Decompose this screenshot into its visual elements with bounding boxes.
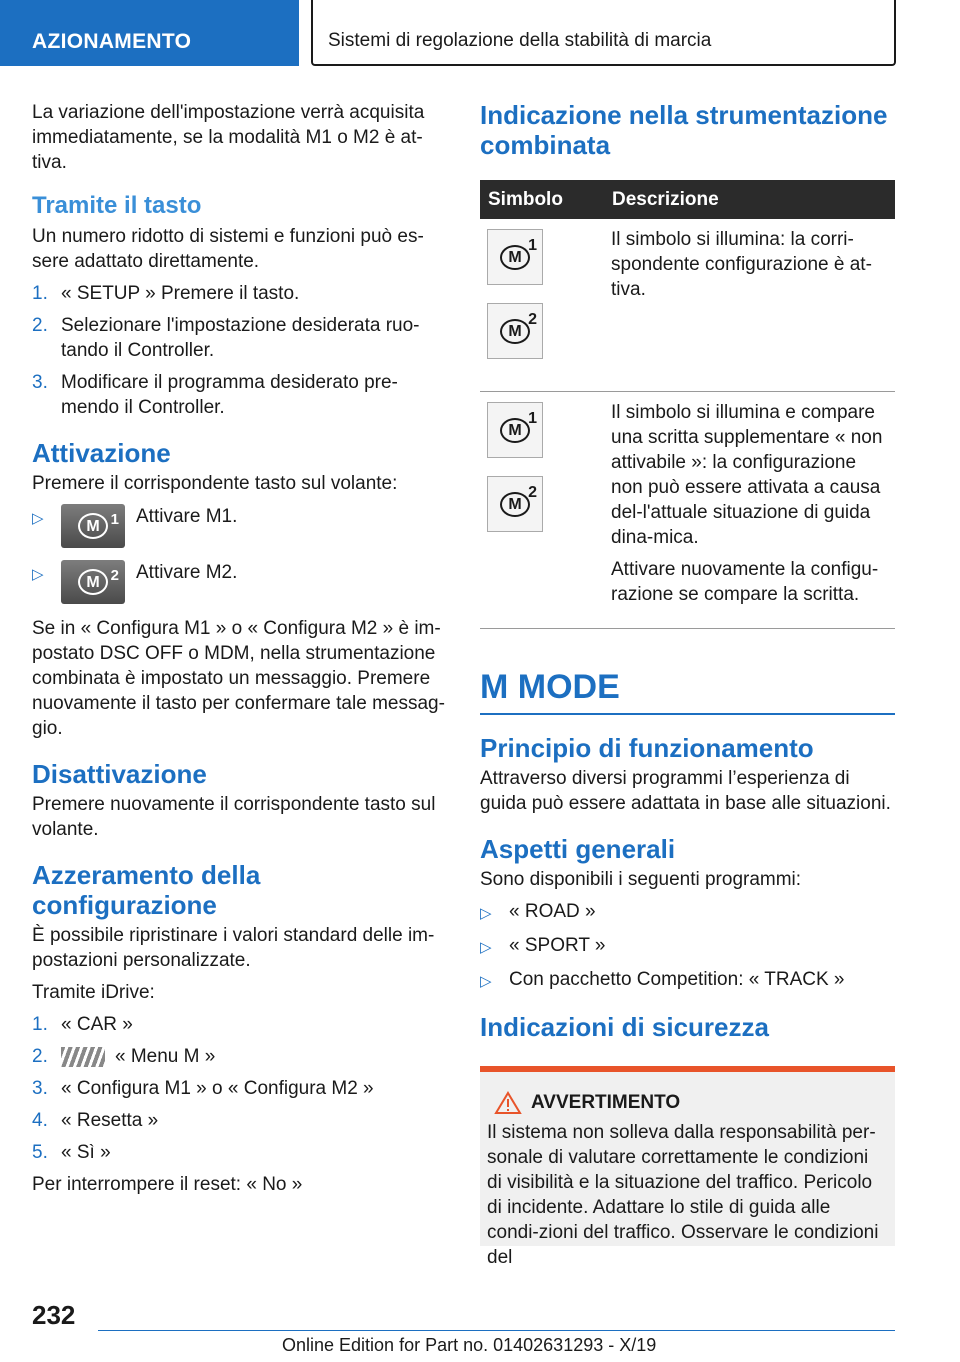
warning-text: Il sistema non solleva dalla responsabilità per-sonale di valutare correttamente le condizioni di visibilità e la situazione del traffico. Pericolo di incidente. Adattare lo stile di guida alle condi-zioni del traffico. Osservare le condizioni del: [487, 1122, 879, 1268]
list-item: [32, 1044, 450, 1069]
activation-item-text: Attivare M1.: [136, 506, 238, 527]
step-text: « Configura M1 » o « Configura M2 »: [61, 1078, 374, 1099]
step-text: « Resetta »: [61, 1110, 159, 1131]
step-text: Modificare il programma desiderato pre-mendo il Controller.: [61, 372, 398, 418]
program-text: Con pacchetto Competition: « TRACK »: [509, 969, 845, 990]
programs-list: [480, 899, 895, 994]
list-item: [32, 313, 450, 363]
m2-symbol-icon: M 2: [487, 303, 543, 359]
program-text: « SPORT »: [509, 935, 606, 956]
page-number: 232: [32, 1300, 76, 1330]
step-number: 2.: [32, 1046, 48, 1067]
list-item: [480, 899, 895, 926]
step-number: 3.: [32, 1078, 48, 1099]
reset-heading: Azzeramento della configurazione: [32, 860, 261, 920]
list-item: [32, 1140, 450, 1165]
symbol-table: [480, 180, 895, 629]
section-title: Sistemi di regolazione della stabilità di marcia: [311, 0, 896, 66]
step-number: 2.: [32, 315, 48, 336]
step-text: Selezionare l'impostazione desiderata ruo-tando il Controller.: [61, 315, 420, 361]
step-number: 4.: [32, 1110, 48, 1131]
activation-item-text: Attivare M2.: [136, 562, 238, 583]
table-header-symbol: Simbolo: [480, 180, 604, 219]
menu-m-icon: [61, 1047, 105, 1067]
reset-via: Tramite iDrive:: [32, 982, 155, 1003]
safety-heading: Indicazioni di sicurezza: [480, 1012, 769, 1042]
step-number: 1.: [32, 1014, 48, 1035]
general-text: Sono disponibili i seguenti programmi:: [480, 869, 802, 890]
button-heading: Tramite il tasto: [32, 192, 202, 219]
list-item: [32, 281, 450, 306]
step-number: 3.: [32, 372, 48, 393]
triangle-bullet-icon: ▷: [32, 510, 44, 527]
principle-text: Attraverso diversi programmi l’esperienza di guida può essere adattata in base alle situazioni.: [480, 768, 891, 814]
list-item: [32, 560, 450, 604]
warning-title-text: AVVERTIMENTO: [531, 1092, 681, 1113]
right-column: [480, 100, 895, 1268]
reset-steps: [32, 1012, 450, 1165]
activation-note: Se in « Configura M1 » o « Configura M2 » è im-postato DSC OFF o MDM, nella strumentazione combinata è impostato un messaggio. Premere nuovamente il tasto per confermare tale messag-gio.: [32, 618, 445, 739]
chapter-title: M MODE: [480, 667, 895, 715]
list-item: [32, 1076, 450, 1101]
warning-title: [487, 1092, 885, 1114]
step-number: 5.: [32, 1142, 48, 1163]
list-item: [32, 1012, 450, 1037]
left-column: [32, 100, 450, 1204]
step-text: « SETUP » Premere il tasto.: [61, 283, 300, 304]
step-number: 1.: [32, 283, 48, 304]
list-item: [480, 933, 895, 960]
table-row: [480, 219, 895, 392]
m1-button-icon: M 1: [61, 504, 125, 548]
list-item: [480, 967, 895, 994]
m2-symbol-icon: M 2: [487, 476, 543, 532]
reset-cancel: Per interrompere il reset: « No »: [32, 1174, 303, 1195]
deactivation-heading: Disattivazione: [32, 759, 207, 789]
list-item: [32, 504, 450, 548]
principle-heading: Principio di funzionamento: [480, 733, 814, 763]
button-steps: [32, 281, 450, 420]
triangle-bullet-icon: ▷: [480, 973, 492, 990]
m1-symbol-icon: M 1: [487, 402, 543, 458]
cluster-heading: Indicazione nella strumentazione combinata: [480, 100, 888, 160]
list-item: [32, 1108, 450, 1133]
step-text: « CAR »: [61, 1014, 133, 1035]
table-cell-text: Il simbolo si illumina: la corri-spondente configurazione è at-tiva.: [611, 229, 872, 300]
activation-heading: Attivazione: [32, 438, 171, 468]
program-text: « ROAD »: [509, 901, 596, 922]
activation-text: Premere il corrispondente tasto sul volante:: [32, 473, 398, 494]
warning-box: [480, 1066, 895, 1268]
step-text: « Sì »: [61, 1142, 111, 1163]
m1-symbol-icon: M 1: [487, 229, 543, 285]
table-cell-text: Attivare nuovamente la configu-razione se compare la scritta.: [611, 559, 879, 605]
step-text: « Menu M »: [115, 1046, 216, 1067]
list-item: [32, 370, 450, 420]
table-header-description: Descrizione: [604, 180, 895, 219]
table-cell-text: Il simbolo si illumina e compare una scritta supplementare « non attivabile »: la configurazione non può essere attivata a causa del-l'attuale situazione di guida dina-mica.: [611, 402, 883, 548]
footer-divider: [98, 1330, 895, 1331]
button-text: Un numero ridotto di sistemi e funzioni può es-sere adattato direttamente.: [32, 226, 424, 272]
page-header: [0, 0, 960, 66]
deactivation-text: Premere nuovamente il corrispondente tasto sul volante.: [32, 794, 436, 840]
triangle-bullet-icon: ▷: [480, 905, 492, 922]
triangle-bullet-icon: ▷: [32, 566, 44, 583]
intro-text: La variazione dell'impostazione verrà acquisita immediatamente, se la modalità M1 o M2 è at-tiva.: [32, 102, 425, 173]
m2-button-icon: M 2: [61, 560, 125, 604]
warning-triangle-icon: [495, 1092, 521, 1114]
section-tab: AZIONAMENTO: [0, 0, 299, 66]
table-row: [480, 392, 895, 629]
triangle-bullet-icon: ▷: [480, 939, 492, 956]
general-heading: Aspetti generali: [480, 834, 676, 864]
reset-text: È possibile ripristinare i valori standard delle im-postazioni personalizzate.: [32, 925, 435, 971]
footer-edition: Online Edition for Part no. 01402631293 - X/19: [282, 1335, 657, 1355]
